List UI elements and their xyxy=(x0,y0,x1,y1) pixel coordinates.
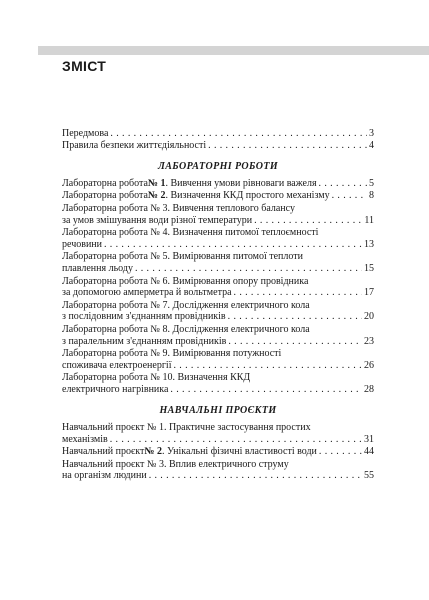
toc-entry xyxy=(62,190,374,202)
entry-prefix: Лабораторна робота xyxy=(62,251,151,263)
toc-entry xyxy=(62,459,374,482)
page-number: 28 xyxy=(364,383,374,395)
entry-title-line: . Визначення ККД xyxy=(172,372,251,384)
toc-projects xyxy=(62,422,374,482)
toc-row xyxy=(62,336,374,348)
toc-row xyxy=(62,263,374,275)
leader-dots xyxy=(104,239,362,251)
entry-number: № 1 xyxy=(147,177,166,189)
toc-row xyxy=(62,470,374,482)
entry-title-line: . Дослідження електричного кола xyxy=(167,299,310,311)
entry-prefix: Лабораторна робота xyxy=(62,299,151,311)
entry-title-line: . Визначення ККД простого механізму xyxy=(165,190,330,202)
toc-row xyxy=(62,287,374,299)
entry-prefix: Лабораторна робота xyxy=(62,202,151,214)
entry-line xyxy=(62,324,374,336)
page-number: 11 xyxy=(364,214,374,226)
toc-entry xyxy=(62,178,374,190)
leader-dots xyxy=(170,384,362,396)
entry-number: № 6 xyxy=(150,275,168,287)
section-title-labs: ЛАБОРАТОРНІ РОБОТИ xyxy=(157,161,279,173)
page-number: 4 xyxy=(369,139,374,151)
toc-entry xyxy=(62,251,374,274)
entry-number: № 4 xyxy=(150,227,168,239)
toc-entry-text: Правила безпеки життєдіяльності xyxy=(62,139,207,151)
entry-title-line: . Вплив електричного струму xyxy=(163,458,289,470)
toc-entry xyxy=(62,276,374,299)
page-number: 3 xyxy=(369,128,374,139)
entry-title-line: на організм людини xyxy=(62,470,147,482)
entry-title-line: . Практичне застосування простих xyxy=(163,422,311,434)
entry-line xyxy=(62,251,374,263)
toc-entry xyxy=(62,372,374,395)
entry-title-line: . Вивчення теплового балансу xyxy=(167,202,295,214)
entry-number: № 10 xyxy=(150,372,173,384)
leader-dots xyxy=(135,263,362,275)
page-number: 44 xyxy=(364,446,374,458)
table-of-contents xyxy=(62,128,374,483)
entry-title-line: . Унікальні фізичні властивості води xyxy=(161,446,317,458)
entry-line xyxy=(62,422,374,434)
entry-number: № 2 xyxy=(144,446,162,458)
entry-number: № 2 xyxy=(147,190,166,202)
entry-prefix: Навчальний проєкт xyxy=(62,422,147,434)
leader-dots xyxy=(332,190,367,202)
entry-prefix: Навчальний проєкт xyxy=(62,446,145,458)
entry-prefix: Лабораторна робота xyxy=(62,190,148,202)
entry-number: № 5 xyxy=(150,251,168,263)
leader-dots xyxy=(174,360,363,372)
toc-row xyxy=(62,446,374,458)
entry-prefix: Лабораторна робота xyxy=(62,348,151,360)
entry-title-line: електричного нагрівника xyxy=(62,383,169,395)
entry-prefix: Лабораторна робота xyxy=(62,227,151,239)
leader-dots xyxy=(254,215,362,227)
page-number: 8 xyxy=(369,190,374,202)
leader-dots xyxy=(319,178,367,190)
page-number: 17 xyxy=(364,287,374,299)
entry-title-line: . Вимірювання опору провідника xyxy=(167,275,309,287)
leader-dots xyxy=(234,287,362,299)
header-bar xyxy=(38,46,429,55)
toc-row xyxy=(62,384,374,396)
toc-entry xyxy=(62,446,374,458)
leader-dots xyxy=(228,311,362,323)
toc-entry-text: Передмова xyxy=(62,128,109,139)
entry-line xyxy=(62,348,374,360)
leader-dots xyxy=(319,446,362,458)
entry-prefix: Лабораторна робота xyxy=(62,275,151,287)
toc-labs xyxy=(62,178,374,396)
toc-row xyxy=(62,215,374,227)
entry-title-line: за умов змішування води різної температури xyxy=(62,214,253,226)
page-number: 26 xyxy=(364,359,374,371)
entry-title-line: за допомогою амперметра й вольтметра xyxy=(62,287,232,299)
page-number: 13 xyxy=(364,238,374,250)
entry-line xyxy=(62,459,374,471)
leader-dots xyxy=(149,470,362,482)
entry-title-line: . Вимірювання потужності xyxy=(167,348,282,360)
leader-dots xyxy=(208,140,367,152)
entry-title-line: . Вивчення умови рівноваги важеля xyxy=(165,177,317,189)
page-number: 15 xyxy=(364,262,374,274)
page-number: 55 xyxy=(364,470,374,482)
toc-row xyxy=(62,190,374,202)
entry-line xyxy=(62,276,374,288)
toc-row xyxy=(62,128,374,140)
entry-title-line: речовини xyxy=(62,238,102,250)
entry-prefix: Лабораторна робота xyxy=(62,177,148,189)
entry-title-line: механізмів xyxy=(62,433,108,445)
toc-entry xyxy=(62,300,374,323)
page-number: 31 xyxy=(364,433,374,445)
toc-row xyxy=(62,360,374,372)
leader-dots xyxy=(110,434,362,446)
page-number: 20 xyxy=(364,311,374,323)
entry-title-line: . Дослідження електричного кола xyxy=(167,323,310,335)
leader-dots xyxy=(110,128,367,140)
toc-entry xyxy=(62,227,374,250)
page-number: 23 xyxy=(364,335,374,347)
entry-prefix: Лабораторна робота xyxy=(62,323,151,335)
toc-row xyxy=(62,140,374,152)
entry-prefix: Лабораторна робота xyxy=(62,372,151,384)
entry-number: № 1 xyxy=(146,422,164,434)
entry-number: № 8 xyxy=(150,323,168,335)
entry-line xyxy=(62,203,374,215)
page-title: ЗМІСТ xyxy=(62,58,107,74)
entry-title-line: з послідовним з'єднанням провідників xyxy=(62,311,226,323)
entry-number: № 3 xyxy=(146,458,164,470)
entry-title-line: . Визначення питомої теплоємності xyxy=(167,227,319,239)
toc-entry xyxy=(62,203,374,226)
toc-intro xyxy=(62,128,374,151)
section-title-projects: НАВЧАЛЬНІ ПРОЄКТИ xyxy=(159,405,277,417)
toc-entry xyxy=(62,324,374,347)
toc-row xyxy=(62,434,374,446)
toc-row xyxy=(62,178,374,190)
entry-title-line: . Вимірювання питомої теплоти xyxy=(167,251,303,263)
toc-row xyxy=(62,311,374,323)
entry-line xyxy=(62,372,374,384)
toc-entry xyxy=(62,422,374,445)
entry-prefix: Навчальний проєкт xyxy=(62,458,147,470)
entry-line xyxy=(62,300,374,312)
entry-line xyxy=(62,227,374,239)
page-number: 5 xyxy=(369,177,374,189)
entry-title-line: споживача електроенергії xyxy=(62,359,172,371)
toc-row xyxy=(62,239,374,251)
toc-entry xyxy=(62,348,374,371)
entry-number: № 9 xyxy=(150,348,168,360)
leader-dots xyxy=(228,336,362,348)
entry-number: № 3 xyxy=(150,202,168,214)
entry-title-line: з паралельним з'єднанням провідників xyxy=(62,335,227,347)
entry-title-line: плавлення льоду xyxy=(62,262,133,274)
entry-number: № 7 xyxy=(150,299,168,311)
